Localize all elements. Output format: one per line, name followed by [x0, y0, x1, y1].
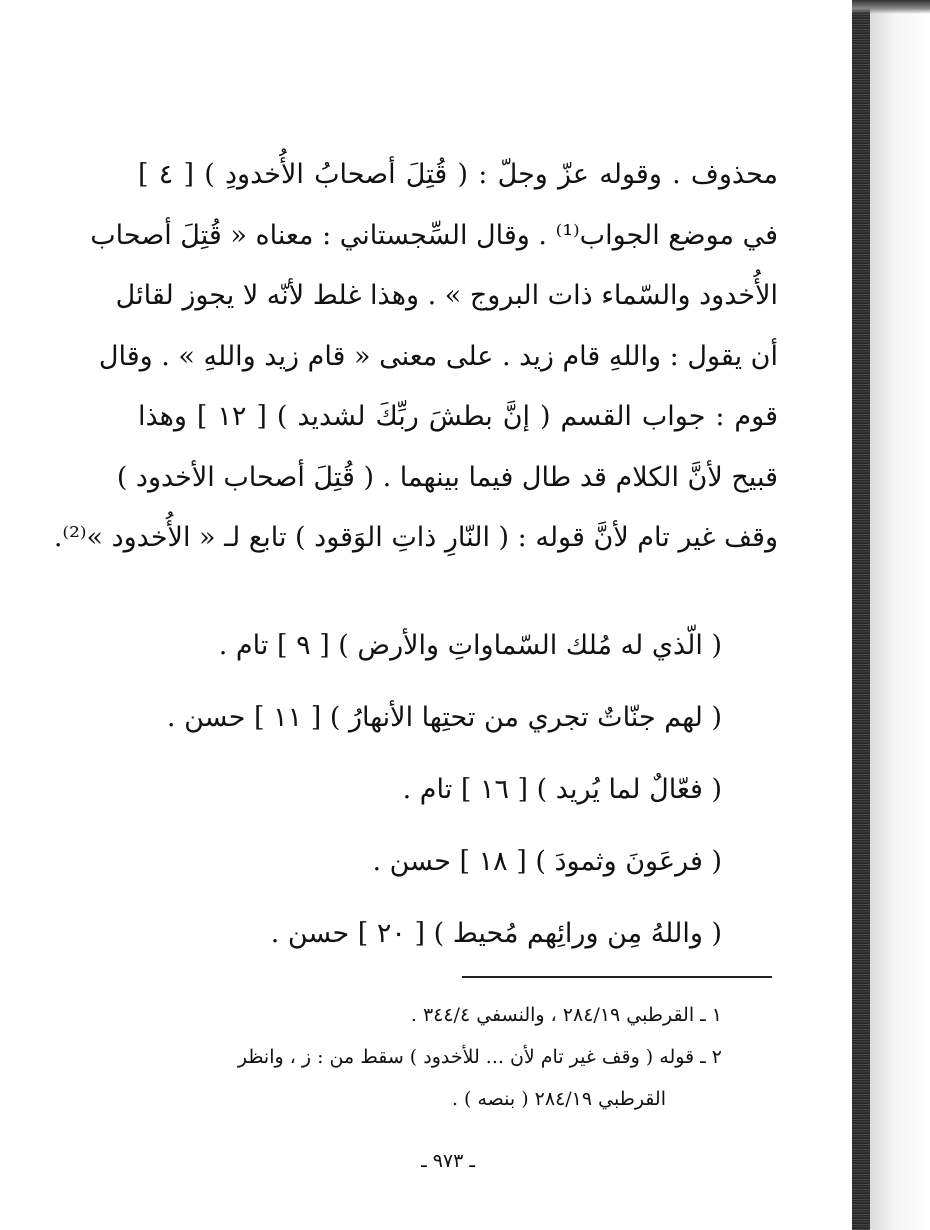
verse-item: ( لهم جنّاتٌ تجري من تحتِها الأنهارُ ) [ ١١ ] حسن . [166, 702, 722, 733]
main-paragraph [53, 145, 778, 569]
footnotes [238, 995, 722, 1121]
paragraph-line: الأُخدود والسّماء ذات البروج » . وهذا غلط لأنّه لا يجوز لقائل [115, 280, 778, 311]
footnote-2-continuation: القرطبي ٢٨٤/١٩ ( بنصه ) . [451, 1088, 666, 1110]
spine-edge [852, 0, 870, 1230]
footnote-divider [462, 976, 772, 978]
verse-list [167, 616, 722, 976]
verse-item: ( الّذي له مُلك السّماواتِ والأرض ) [ ٩ ] تام . [218, 630, 722, 661]
verse-item: ( فعّالٌ لما يُريد ) [ ١٦ ] تام . [402, 774, 722, 805]
paragraph-line: في موضع الجواب⁽¹⁾ . وقال السِّجستاني : معناه « قُتِلَ أصحاب [90, 219, 778, 251]
verse-item: ( واللهُ مِن ورائِهم مُحيط ) [ ٢٠ ] حسن . [270, 918, 722, 949]
footnote-2: ٢ ـ قوله ( وقف غير تام لأن ... للأخدود ) سقط من : ز ، وانظر [237, 1046, 722, 1068]
paragraph-line: قبيح لأنَّ الكلام قد طال فيما بينهما . ( قُتِلَ أصحاب الأخدود ) [116, 461, 778, 493]
spine-shadow [870, 0, 930, 1230]
paragraph-line: وقف غير تام لأنَّ قوله : ( النّارِ ذاتِ الوَقود ) تابع لـ « الأُخدود »⁽²⁾. [53, 522, 778, 553]
paragraph-line: محذوف . وقوله عزّ وجلّ : ( قُتِلَ أصحابُ الأُخدودِ ) [ ٤ ] [138, 159, 778, 190]
footnote-1: ١ ـ القرطبي ٢٨٤/١٩ ، والنسفي ٣٤٤/٤ . [410, 1004, 722, 1026]
page-number: ـ ٩٧٣ ـ [421, 1150, 475, 1172]
paragraph-line: قوم : جواب القسم ( إنَّ بطشَ ربِّكَ لشديد ) [ ١٢ ] وهذا [138, 401, 778, 432]
book-spine [852, 0, 930, 1230]
verse-item: ( فرعَونَ وثمودَ ) [ ١٨ ] حسن . [372, 846, 722, 877]
paragraph-line: أن يقول : واللهِ قام زيد . على معنى « قام زيد واللهِ » . وقال [98, 340, 778, 372]
spine-top-edge [852, 0, 930, 14]
